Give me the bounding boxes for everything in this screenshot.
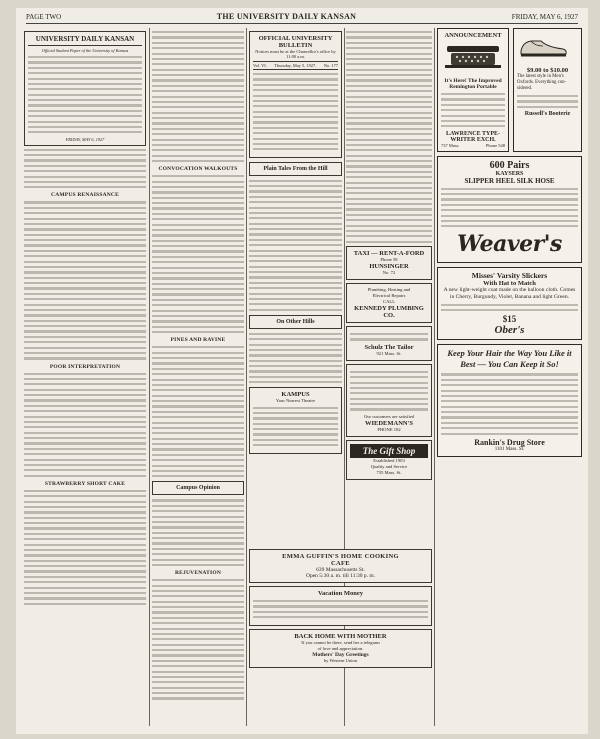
wiedemann-ad [346,364,432,437]
shoe-icon [517,35,569,59]
obers-logo: Ober's [494,324,525,337]
tailor-ad [346,326,432,361]
masthead-date: FRIDAY, MAY 6, 1927 [511,13,578,21]
taxi-ad [346,246,432,280]
rankin-name: Rankin's Drug Store [474,437,545,447]
ads-column [437,28,582,726]
plumbing-line: Plumbing, Heating and [367,287,411,292]
headline-campus-renaissance: CAMPUS RENAISSANCE [51,192,119,199]
typewriter-icon [441,42,505,70]
taxi-phone: Phone 58 [380,257,398,262]
slipper-heel-title: SLIPPER HEEL SILK HOSE [464,176,555,185]
back-home-ad [249,629,432,668]
back-home-line: If you cannot be there, send her a telegram [301,639,380,645]
paper-subtitle: Official Student Paper of the University of Kansas [41,48,129,53]
remington-headline: It's Here! The Improved Remington Portable [444,78,502,90]
plumbing-company: KENNEDY PLUMBING CO. [354,305,424,319]
column-rule [246,28,247,726]
lawrence-typewriter-title: LAWRENCE TYPE-WRITER EXCH. [445,130,501,143]
bulletin-date: Thursday, May 5, 1927. [274,63,317,68]
gift-shop-address: 735 Mass. St. [376,469,402,475]
column-rule [149,28,150,726]
rankin-ad [437,344,582,457]
bulletin-title: OFFICIAL UNIVERSITY BULLETIN [258,35,333,49]
taxi-number: No. 72 [382,270,396,275]
kampus-subtitle: Your Nearest Theatre [275,397,316,403]
lawrence-phone: Phone 548 [485,142,505,148]
wiedemann-title: WIEDEMANN'S [364,419,414,427]
official-bulletin [249,31,342,158]
headline-convocation: CONVOCATION WALKOUTS [158,166,238,173]
russell-name: Russell's Booterie [524,111,571,118]
mothers-day-title: Mothers' Day Greetings [312,651,369,658]
cafe-title: EMMA GUFFIN'S HOME COOKING [282,553,399,560]
back-home-line: by Western Union [323,657,358,663]
vacation-money-ad [249,586,432,626]
wiedemann-phone: PHONE 182 [377,426,401,432]
russell-booterie-ad [513,28,582,152]
back-home-title: BACK HOME WITH MOTHER [294,632,387,640]
hair-headline: Keep Your Hair the Way You Like it Best — You Can Keep it So! [447,348,572,370]
cafe-ad [249,549,432,583]
shoe-price: $9.00 to $10.00 [526,67,569,74]
on-other-hills-header: On Other Hills [249,315,342,329]
plain-tales-header: Plain Tales From the Hill [249,162,342,176]
lawrence-contact [441,143,505,148]
headline-pines: PINES AND RAVINE [170,337,226,344]
remington-ad [437,28,509,152]
gift-shop-logo: The Gift Shop [350,444,428,458]
newspaper-page [16,8,588,734]
slickers-body: A new light-weight coat made on the balloon cloth. Comes in Cherry, Burgundy, Violet, Banana and light Green. [443,286,576,300]
plumbing-line: Electrical Repairs [372,293,406,298]
cafe-hours: Open 5:30 a. m. till 11:30 p. m. [306,573,375,579]
gift-shop-established: Established 1903 [373,457,405,463]
masthead-title: THE UNIVERSITY DAILY KANSAN [216,12,357,21]
slickers-subtitle: With Hat to Match [483,279,536,287]
bulletin-volume: Vol. VI. [253,63,267,68]
rankin-address: 1101 Mass. St. [494,446,525,452]
pairs-title: 600 Pairs [489,159,530,171]
vacation-title: Vacation Money [317,590,364,597]
kaysers-brand: KAYSERS [495,170,524,177]
paper-date: FRIDAY, MAY 6, 1927 [65,136,105,142]
column-rule [434,28,435,726]
slickers-price: $15 [502,314,517,325]
paper-title: UNIVERSITY DAILY KANSAN [28,35,142,46]
tailor-address: 921 Mass. St. [376,350,402,356]
bulletin-subtitle: Notices must be at the Chancellor's office by 11:00 a.m. [255,49,336,59]
cafe-address: 639 Massachusetts St. [316,567,365,573]
editorial-column [24,28,146,726]
headline-strawberry: STRAWBERRY SHORT CAKE [44,480,126,487]
cafe-word: CAFE [331,560,350,567]
bulletin-meta [253,61,338,70]
articles-column [152,28,244,726]
taxi-company: HUNSINGER [369,263,409,270]
kampus-title: KAMPUS [281,390,310,398]
slickers-title: Misses' Varsity Slickers [471,270,548,280]
weavers-hose-ad [437,156,582,263]
gift-shop-quality: Quality and Service [370,463,408,469]
slickers-ad [437,267,582,341]
plumbing-line: CALL [383,299,395,304]
shoe-description: The latest style in Men's Oxfords. Everything con-sidered. [517,74,567,91]
page-number: PAGE TWO [26,13,62,21]
masthead [26,11,578,24]
gift-shop-ad [346,440,432,480]
wiedemann-tagline: Our customers are satisfied [363,413,415,419]
lower-ads [249,546,432,671]
bulletin-number: No. 177 [323,63,338,68]
announcement-title: ANNOUNCEMENT [444,32,502,39]
tailor-name: Schulz The Tailor [364,343,414,351]
headline-poor-interpretation: POOR INTERPRETATION [49,363,121,370]
lawrence-address: 737 Mass. [441,142,460,148]
plumbing-ad [346,283,432,323]
campus-opinion-header: Campus Opinion [152,481,244,495]
kampus-ad [249,387,342,454]
masthead-box [24,31,146,146]
back-home-line: of love and appreciation. [317,645,364,651]
weavers-logo: Weaver's [457,230,562,257]
taxi-title: TAXI — RENT-A-FORD [353,250,425,257]
headline-rejuvenation: REJUVENATION [175,570,221,577]
